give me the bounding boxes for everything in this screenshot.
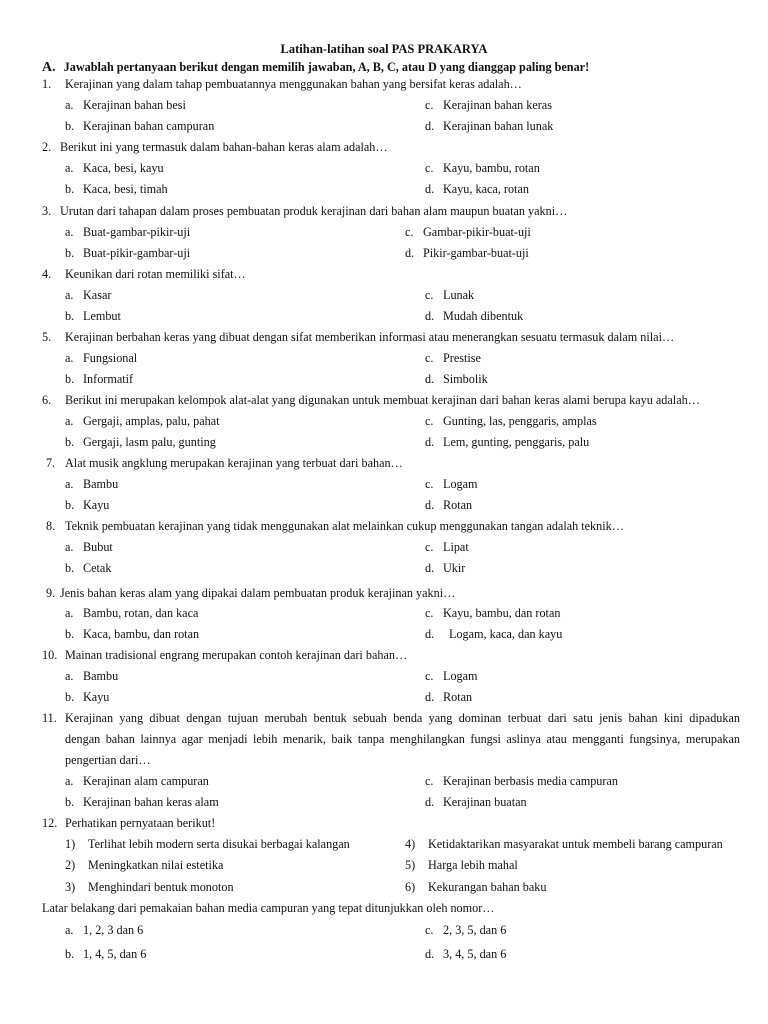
option-6c: c. Gunting, las, penggaris, amplas xyxy=(425,414,597,428)
option-6a: a. Gergaji, amplas, palu, pahat xyxy=(65,414,220,428)
question-1: 1. Kerajinan yang dalam tahap pembuatannya menggunakan bahan yang bersifat keras adalah… xyxy=(42,77,522,91)
question-12-text: Perhatikan pernyataan berikut! xyxy=(65,816,216,830)
question-10: 10. Mainan tradisional engrang merupakan contoh kerajinan dari bahan… xyxy=(42,648,408,662)
option-3b: b. Buat-pikir-gambar-uji xyxy=(65,246,191,260)
option-6d: d. Lem, gunting, penggaris, palu xyxy=(425,435,590,449)
option-3d: d. Pikir-gambar-buat-uji xyxy=(405,246,529,260)
question-6: 6. Berikut ini merupakan kelompok alat-alat yang digunakan untuk membuat kerajinan dari bahan keras alami berupa kayu adalah… xyxy=(42,393,700,407)
option-3a: a. Buat-gambar-pikir-uji xyxy=(65,225,191,239)
statement-5: 5) Harga lebih mahal xyxy=(405,858,518,872)
option-8a: a. Bubut xyxy=(65,540,113,554)
option-8b: b. Cetak xyxy=(65,561,112,575)
option-3c: c. Gambar-pikir-buat-uji xyxy=(405,225,531,239)
question-4: 4. Keunikan dari rotan memiliki sifat… xyxy=(42,267,246,281)
statement-3: 3) Menghindari bentuk monoton xyxy=(65,880,234,894)
option-5a: a. Fungsional xyxy=(65,351,138,365)
option-8c: c. Lipat xyxy=(425,540,469,554)
question-11-line-3: pengertian dari… xyxy=(65,753,151,767)
question-11-line-2: dengan bahan lainnya agar menjadi lebih menarik, baik tanpa menghilangkan fungsi aslinya atau mengganti fungsinya, merupakan xyxy=(65,732,740,746)
option-5d: d. Simbolik xyxy=(425,372,488,386)
option-10b: b. Kayu xyxy=(65,690,110,704)
option-7b: b. Kayu xyxy=(65,498,110,512)
option-4a: a. Kasar xyxy=(65,288,112,302)
option-4d: d. Mudah dibentuk xyxy=(425,309,524,323)
question-3: 3. Urutan dari tahapan dalam proses pembuatan produk kerajinan dari bahan alam maupun buatan yakni… xyxy=(42,204,568,218)
option-11d: d. Kerajinan buatan xyxy=(425,795,527,809)
document-title: Latihan-latihan soal PAS PRAKARYA xyxy=(280,42,488,56)
option-2b: b. Kaca, besi, timah xyxy=(65,182,168,196)
option-9a: a. Bambu, rotan, dan kaca xyxy=(65,606,199,620)
section-instruction xyxy=(42,60,589,76)
option-7d: d. Rotan xyxy=(425,498,473,512)
question-11-number: 11. xyxy=(42,711,57,725)
option-7a: a. Bambu xyxy=(65,477,119,491)
option-2a: a. Kaca, besi, kayu xyxy=(65,161,164,175)
option-12d: d. 3, 4, 5, dan 6 xyxy=(425,947,507,961)
option-11b: b. Kerajinan bahan keras alam xyxy=(65,795,219,809)
option-2c: c. Kayu, bambu, rotan xyxy=(425,161,540,175)
question-9-text: Jenis bahan keras alam yang dipakai dalam pembuatan produk kerajinan yakni… xyxy=(60,586,456,600)
option-6b: b. Gergaji, lasm palu, gunting xyxy=(65,435,216,449)
question-6-text: Berikut ini merupakan kelompok alat-alat yang digunakan untuk membuat kerajinan dari bahan keras alami berupa kayu adalah… xyxy=(65,393,700,407)
statement-1: 1) Terlihat lebih modern serta disukai berbagai kalangan xyxy=(65,837,350,851)
option-10a: a. Bambu xyxy=(65,669,119,683)
question-12: 12. Perhatikan pernyataan berikut! xyxy=(42,816,216,830)
option-1d: d. Kerajinan bahan lunak xyxy=(425,119,554,133)
option-10c: c. Logam xyxy=(425,669,478,683)
question-7: 7. Alat musik angklung merupakan kerajinan yang terbuat dari bahan… xyxy=(46,456,403,470)
question-2: 2. Berikut ini yang termasuk dalam bahan-bahan keras alam adalah… xyxy=(42,140,388,154)
statement-4: 4) Ketidaktarikan masyarakat untuk membeli barang campuran xyxy=(405,837,723,851)
question-9: 9. Jenis bahan keras alam yang dipakai dalam pembuatan produk kerajinan yakni… xyxy=(46,586,456,600)
option-5b: b. Informatif xyxy=(65,372,134,386)
question-12-followup: Latar belakang dari pemakaian bahan media campuran yang tepat ditunjukkan oleh nomor… xyxy=(42,901,495,915)
question-2-text: Berikut ini yang termasuk dalam bahan-bahan keras alam adalah… xyxy=(60,140,388,154)
option-9d: d. Logam, kaca, dan kayu xyxy=(425,627,563,641)
option-7c: c. Logam xyxy=(425,477,478,491)
section-instruction-text: Jawablah pertanyaan berikut dengan memilih jawaban, A, B, C, atau D yang dianggap paling benar! xyxy=(63,60,590,74)
option-5c: c. Prestise xyxy=(425,351,481,365)
option-1a: a. Kerajinan bahan besi xyxy=(65,98,186,112)
option-9b: b. Kaca, bambu, dan rotan xyxy=(65,627,200,641)
option-11a: a. Kerajinan alam campuran xyxy=(65,774,209,788)
option-9c: c. Kayu, bambu, dan rotan xyxy=(425,606,561,620)
option-4c: c. Lunak xyxy=(425,288,475,302)
option-1b: b. Kerajinan bahan campuran xyxy=(65,119,215,133)
option-1c: c. Kerajinan bahan keras xyxy=(425,98,552,112)
option-2d: d. Kayu, kaca, rotan xyxy=(425,182,529,196)
question-1-text: Kerajinan yang dalam tahap pembuatannya menggunakan bahan yang bersifat keras adalah… xyxy=(65,77,522,91)
question-4-text: Keunikan dari rotan memiliki sifat… xyxy=(65,267,246,281)
option-8d: d. Ukir xyxy=(425,561,466,575)
section-letter: A. xyxy=(42,60,56,75)
question-5-text: Kerajinan berbahan keras yang dibuat dengan sifat memberikan informasi atau menerangkan sesuatu termasuk dalam nilai… xyxy=(65,330,675,344)
option-11c: c. Kerajinan berbasis media campuran xyxy=(425,774,618,788)
statement-2: 2) Meningkatkan nilai estetika xyxy=(65,858,224,872)
option-12a: a. 1, 2, 3 dan 6 xyxy=(65,923,144,937)
question-3-text: Urutan dari tahapan dalam proses pembuatan produk kerajinan dari bahan alam maupun buatan yakni… xyxy=(60,204,568,218)
question-11-line-1: Kerajinan yang dibuat dengan tujuan merubah bentuk sebuah benda yang dominan terbuat dari satu jenis bahan kini dipadukan xyxy=(65,711,740,725)
option-12b: b. 1, 4, 5, dan 6 xyxy=(65,947,147,961)
question-8: 8. Teknik pembuatan kerajinan yang tidak menggunakan alat melainkan cukup menggunakan tangan adalah teknik… xyxy=(46,519,624,533)
option-10d: d. Rotan xyxy=(425,690,473,704)
question-5: 5. Kerajinan berbahan keras yang dibuat dengan sifat memberikan informasi atau menerangkan sesuatu termasuk dalam nilai… xyxy=(42,330,675,344)
option-12c: c. 2, 3, 5, dan 6 xyxy=(425,923,507,937)
question-10-text: Mainan tradisional engrang merupakan contoh kerajinan dari bahan… xyxy=(65,648,408,662)
question-8-text: Teknik pembuatan kerajinan yang tidak menggunakan alat melainkan cukup menggunakan tangan adalah teknik… xyxy=(65,519,624,533)
statement-6: 6) Kekurangan bahan baku xyxy=(405,880,547,894)
option-4b: b. Lembut xyxy=(65,309,121,323)
question-7-text: Alat musik angklung merupakan kerajinan yang terbuat dari bahan… xyxy=(65,456,403,470)
